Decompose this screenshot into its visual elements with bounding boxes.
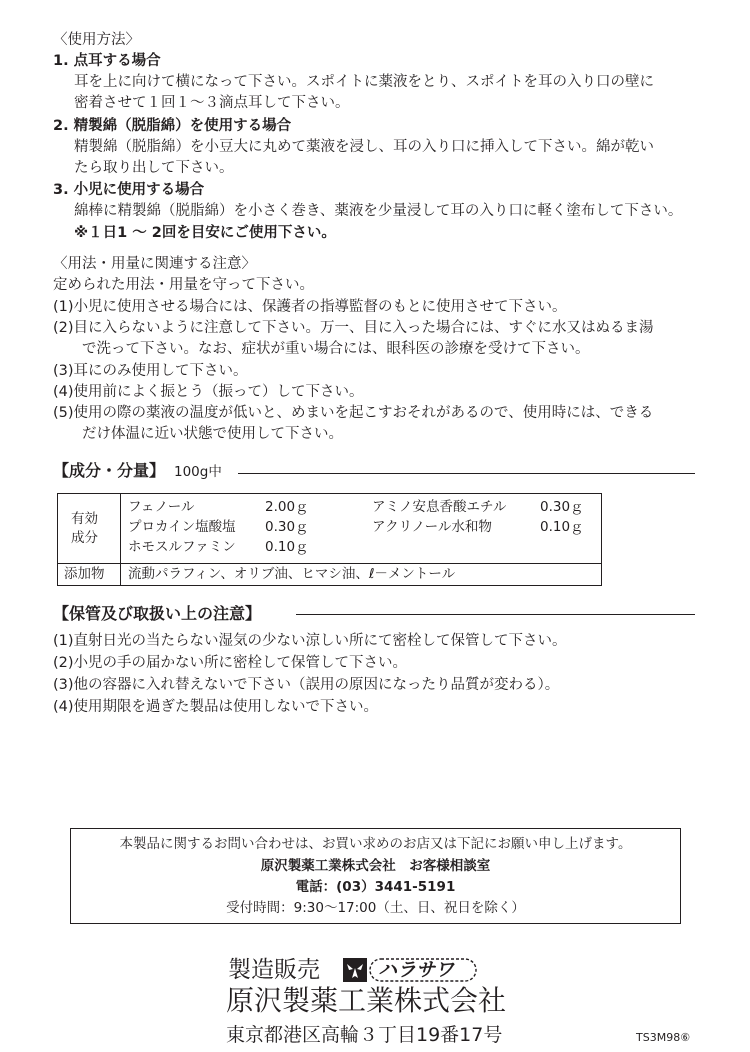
usage-item-2-title: 2. 精製綿（脱脂綿）を使用する場合 [53, 118, 292, 134]
storage-line: (1)直射日光の当たらない湿気の少ない涼しい所にて密栓して保管して下さい。 [53, 633, 567, 649]
ingredient-amount: 2.00ｇ [265, 499, 309, 515]
usage-item-2-line-2: たら取り出して下さい。 [74, 160, 234, 176]
precaution-line: (5)使用の際の薬液の温度が低いと、めまいを起こすおそれがあるので、使用時には、できる [53, 405, 654, 421]
contact-hours: 受付時間：9:30～17:00（土、日、祝日を除く） [226, 900, 525, 916]
usage-item-1-line-2: 密着させて１回１～３滴点耳して下さい。 [74, 95, 350, 111]
storage-heading: 【保管及び取扱い上の注意】 [53, 604, 262, 623]
ingredient-name: ホモスルファミン [128, 539, 236, 555]
ingredient-amount: 0.30ｇ [265, 519, 309, 535]
ingredient-amount: 0.30ｇ [540, 499, 584, 515]
storage-line: (4)使用期限を過ぎた製品は使用しないで下さい。 [53, 699, 379, 715]
precaution-line: 定められた用法・用量を守って下さい。 [53, 277, 314, 293]
ingredient-amount: 0.10ｇ [540, 519, 584, 535]
harasawa-logo [342, 956, 478, 984]
precaution-line: (2)目に入らないように注意して下さい。万一、目に入った場合には、すぐに水又はぬるま湯 [53, 320, 654, 336]
contact-intro: 本製品に関するお問い合わせは、お買い求めのお店又は下記にお願い申し上げます。 [119, 836, 632, 852]
precaution-line: (3)耳にのみ使用して下さい。 [53, 363, 248, 379]
usage-item-1-title: 1. 点耳する場合 [53, 53, 161, 69]
active-ingredients-label-1: 有効 [71, 511, 98, 527]
active-ingredients-label-2: 成分 [71, 530, 98, 546]
precaution-line: (1)小児に使用させる場合には、保護者の指導監督のもとに使用させて下さい。 [53, 299, 567, 315]
ingredients-per: 100g中 [174, 464, 222, 480]
ingredient-amount: 0.10ｇ [265, 539, 309, 555]
additives-label: 添加物 [64, 566, 105, 582]
maker-label: 製造販売 [228, 957, 320, 983]
contact-company: 原沢製薬工業株式会社 お客様相談室 [260, 858, 491, 874]
contact-phone: 電話：(03）3441-5191 [295, 879, 456, 895]
usage-item-3-line-1: 綿棒に精製綿（脱脂綿）を小さく巻き、薬液を少量浸して耳の入り口に軽く塗布して下さい。 [74, 203, 683, 219]
footer-company-name: 原沢製薬工業株式会社 [226, 984, 507, 1017]
usage-item-1-line-1: 耳を上に向けて横になって下さい。スポイトに薬液をとり、スポイトを耳の入り口の壁に [74, 74, 654, 90]
usage-heading: 〈使用方法〉 [53, 32, 140, 48]
precautions-heading: 〈用法・用量に関連する注意〉 [53, 256, 256, 272]
document-code: TS3M98⑥ [636, 1031, 691, 1044]
table-divider [120, 493, 121, 585]
precaution-line: で洗って下さい。なお、症状が重い場合には、眼科医の診療を受けて下さい。 [82, 341, 590, 357]
storage-line: (2)小児の手の届かない所に密栓して保管して下さい。 [53, 655, 408, 671]
ingredient-name: アクリノール水和物 [372, 519, 492, 535]
ingredient-name: フェノール [128, 499, 195, 515]
section-rule [238, 473, 695, 474]
ingredient-name: プロカイン塩酸塩 [128, 519, 236, 535]
logo-text: ハラサワ [378, 959, 455, 981]
footer-address: 東京都港区高輪３丁目19番17号 [226, 1024, 503, 1046]
storage-line: (3)他の容器に入れ替えないで下さい（誤用の原因になったり品質が変わる）。 [53, 677, 560, 693]
usage-item-3-title: 3. 小児に使用する場合 [53, 182, 205, 198]
usage-item-2-line-1: 精製綿（脱脂綿）を小豆大に丸めて薬液を浸し、耳の入り口に挿入して下さい。綿が乾い [74, 139, 654, 155]
additives-value: 流動パラフィン、オリブ油、ヒマシ油、ℓ－メントール [128, 566, 456, 582]
usage-note: ※１日1 ～ 2回を目安にご使用下さい。 [74, 225, 336, 241]
section-rule [296, 614, 695, 615]
precaution-line: だけ体温に近い状態で使用して下さい。 [82, 426, 343, 442]
ingredient-name: アミノ安息香酸エチル [372, 499, 507, 515]
precaution-line: (4)使用前によく振とう（振って）して下さい。 [53, 384, 364, 400]
ingredients-heading: 【成分・分量】 [53, 461, 166, 480]
